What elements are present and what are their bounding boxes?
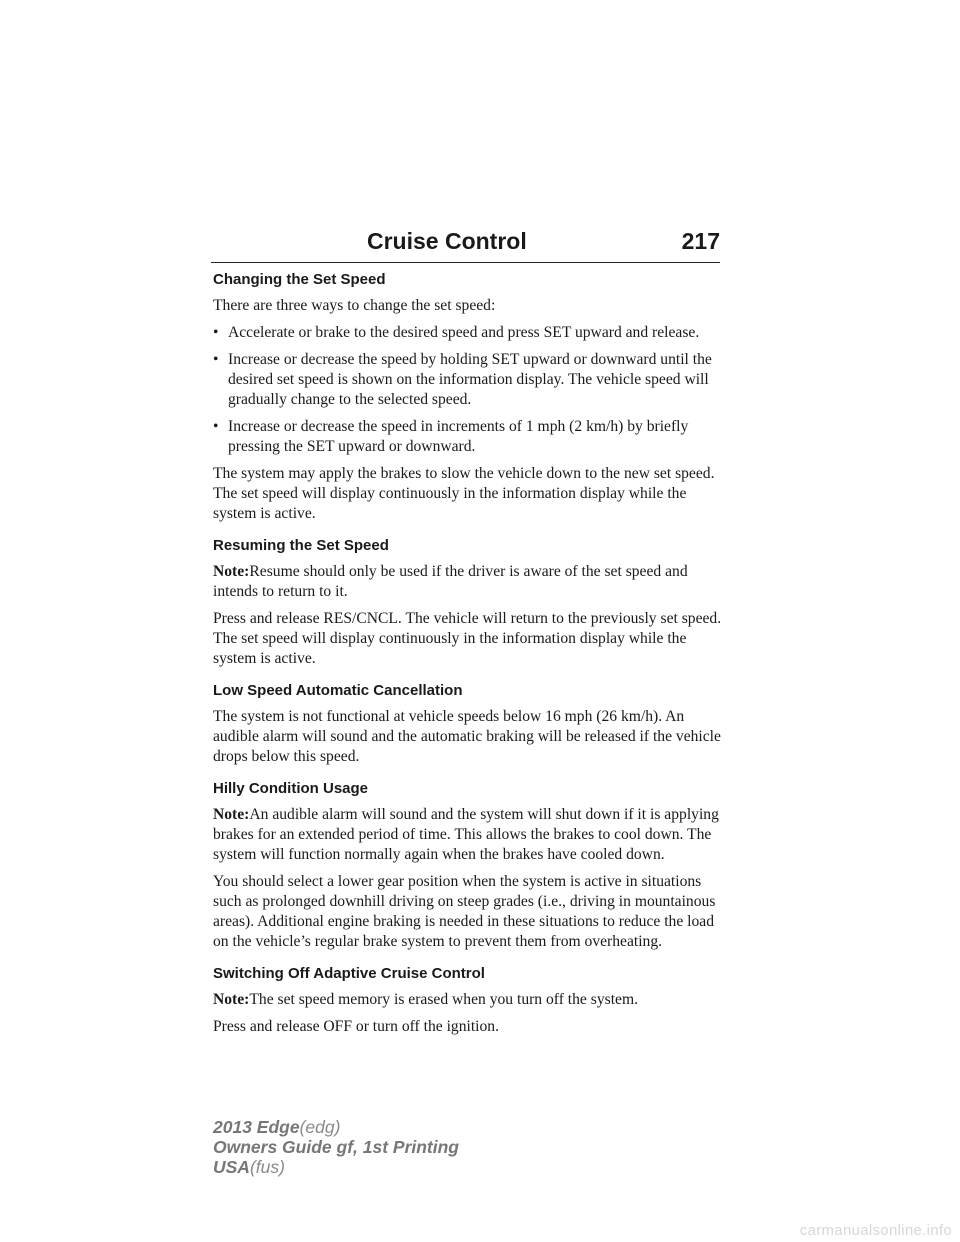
section-heading-changing: Changing the Set Speed [213,271,386,288]
note-text: An audible alarm will sound and the system will shut down if it is applying brakes for an extended period of time. This allows the brakes to cool down. The system will function normally again when the brakes have cooled down. [213,806,719,863]
note-label: Note: [213,563,250,580]
note-label: Note: [213,991,250,1008]
note-label: Note: [213,806,250,823]
switching-off-paragraph: Press and release OFF or turn off the ignition. [213,1018,499,1035]
footer-line-2: Owners Guide gf, 1st Printing [213,1137,459,1157]
bullet-icon: • [213,351,219,368]
low-speed-paragraph: The system is not functional at vehicle speeds below 16 mph (26 km/h). An audible alarm will sound and the automatic braking will be released if the vehicle drops below this speed. [213,708,721,765]
page-number: 217 [681,228,720,254]
changing-bullet-list [213,323,723,457]
hilly-paragraph: You should select a lower gear position when the system is active in situations such as prolonged downhill driving on steep grades (i.e., driving in mountainous areas). Additional engine braking is needed in these situations to reduce the load on the vehicle’s regular brake system to prevent them from overheating. [213,873,716,950]
note-text: The set speed memory is erased when you turn off the system. [249,991,638,1008]
switching-off-note [213,990,723,1010]
page-content [213,270,723,1044]
note-text: Resume should only be used if the driver is aware of the set speed and intends to return to it. [213,563,688,600]
list-item: • Increase or decrease the speed in increments of 1 mph (2 km/h) by briefly pressing the SET upward or downward. [213,418,689,455]
changing-intro: There are three ways to change the set speed: [213,297,496,314]
hilly-note [213,805,723,865]
list-item: • Increase or decrease the speed by holding SET upward or downward until the desired set speed is shown on the information display. The vehicle speed will gradually change to the selected speed. [213,351,712,408]
watermark: carmanualsonline.info [799,1222,952,1239]
bullet-icon: • [213,324,219,341]
resuming-note [213,562,723,602]
section-heading-switching-off: Switching Off Adaptive Cruise Control [213,965,485,982]
section-heading-resuming: Resuming the Set Speed [213,537,389,554]
chapter-title: Cruise Control [367,228,527,254]
page-footer [213,1117,459,1177]
footer-line-3: USA(fus) [213,1157,285,1177]
footer-line-1: 2013 Edge(edg) [213,1117,341,1137]
list-item: • Accelerate or brake to the desired speed and press SET upward and release. [213,324,700,341]
resuming-paragraph: Press and release RES/CNCL. The vehicle will return to the previously set speed. The set speed will display continuously in the information display while the system is active. [213,610,722,667]
section-heading-low-speed: Low Speed Automatic Cancellation [213,682,463,699]
changing-paragraph: The system may apply the brakes to slow the vehicle down to the new set speed. The set speed will display continuously in the information display while the system is active. [213,465,715,522]
page-header [211,228,720,263]
bullet-icon: • [213,418,219,435]
section-heading-hilly: Hilly Condition Usage [213,780,369,797]
